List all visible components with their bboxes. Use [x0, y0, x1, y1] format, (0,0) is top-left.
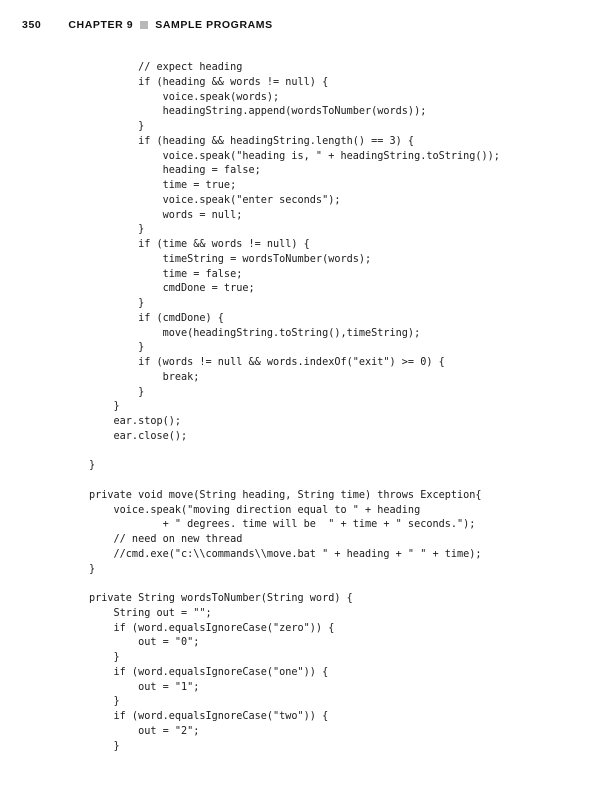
code-line: timeString = wordsToNumber(words);	[89, 253, 372, 265]
code-line: voice.speak("heading is, " + headingString.toString());	[89, 150, 500, 162]
code-line: }	[89, 121, 145, 132]
code-line: if (words != null && words.indexOf("exit") >= 0) {	[89, 357, 445, 368]
code-line: }	[89, 224, 145, 236]
code-line: out = "1";	[89, 681, 200, 693]
code-line: if (word.equalsIgnoreCase("one")) {	[89, 666, 329, 678]
code-line: move(headingString.toString(),timeString);	[89, 327, 421, 339]
code-line: }	[89, 342, 145, 354]
code-line: ear.close();	[89, 430, 188, 442]
code-line: if (time && words != null) {	[89, 239, 310, 250]
code-line: out = "2";	[89, 725, 200, 737]
code-line: heading = false;	[89, 165, 261, 177]
code-line: if (heading && words != null) {	[89, 76, 329, 88]
code-line: }	[89, 386, 145, 398]
code-line: private String wordsToNumber(String word) {	[89, 593, 353, 604]
code-line: }	[89, 652, 120, 663]
code-line: }	[89, 401, 120, 413]
code-line: + " degrees. time will be " + time + " seconds.");	[89, 519, 476, 531]
code-line: time = true;	[89, 180, 237, 191]
code-line: }	[89, 696, 120, 708]
code-line	[89, 577, 500, 592]
code-line: }	[89, 460, 96, 472]
code-line: headingString.append(wordsToNumber(words));	[89, 106, 427, 118]
chapter-label: CHAPTER 9	[68, 19, 134, 31]
running-header	[22, 18, 273, 32]
code-line: String out = "";	[89, 607, 212, 619]
code-line: if (word.equalsIgnoreCase("zero")) {	[89, 622, 335, 634]
code-line	[89, 474, 500, 489]
code-line: private void move(String heading, String time) throws Exception{	[89, 489, 482, 501]
code-line	[89, 445, 500, 460]
code-line: // need on new thread	[89, 534, 243, 545]
section-label: SAMPLE PROGRAMS	[155, 19, 273, 31]
code-line: time = false;	[89, 268, 243, 280]
code-line: words = null;	[89, 209, 243, 221]
code-line: ear.stop();	[89, 416, 182, 427]
code-line: voice.speak("enter seconds");	[89, 194, 341, 206]
code-line: cmdDone = true;	[89, 283, 255, 295]
code-line: // expect heading	[89, 62, 243, 73]
code-line: //cmd.exe("c:\\commands\\move.bat " + heading + " " + time);	[89, 548, 482, 560]
code-line: if (word.equalsIgnoreCase("two")) {	[89, 711, 329, 722]
page-number: 350	[22, 19, 42, 31]
code-line: if (heading && headingString.length() == 3) {	[89, 135, 415, 147]
code-line: }	[89, 298, 145, 309]
code-line: }	[89, 563, 96, 575]
code-line: break;	[89, 371, 200, 383]
code-line: voice.speak(words);	[89, 91, 280, 103]
code-line: voice.speak("moving direction equal to " + heading	[89, 504, 421, 516]
header-square-icon	[140, 21, 148, 29]
code-line: }	[89, 740, 120, 752]
code-line: out = "0";	[89, 637, 200, 649]
code-listing	[89, 61, 500, 754]
code-line: if (cmdDone) {	[89, 312, 224, 324]
